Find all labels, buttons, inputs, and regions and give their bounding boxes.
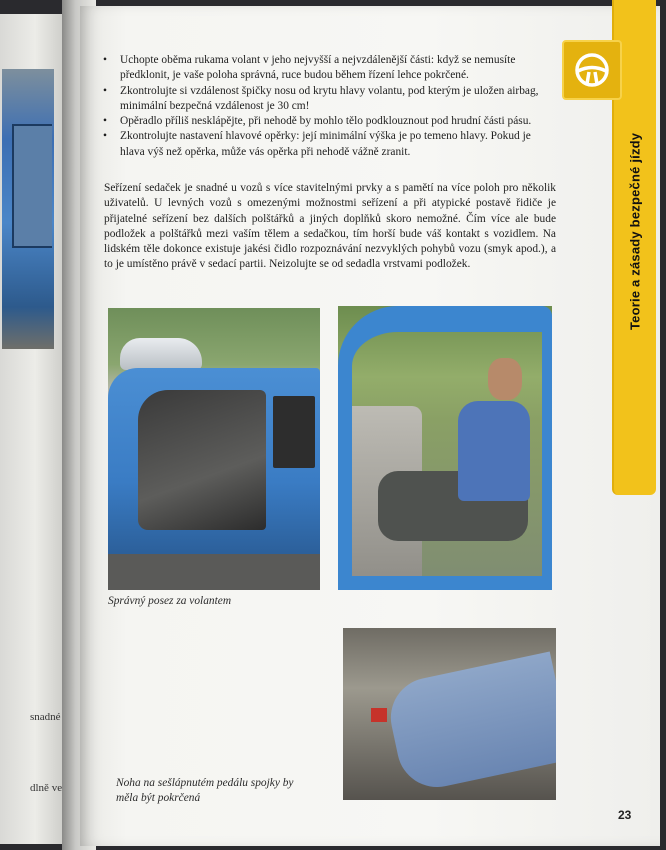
list-item: • Opěradlo příliš nesklápějte, při nehodě by mohlo tělo podklouznout pod hrudní části pásu. [116,114,556,129]
previous-page-text-fragment: dlně ve [30,782,63,794]
photo-clutch-pedal [343,628,556,800]
tips-list [116,53,556,160]
photo-caption: Noha na sešlápnutém pedálu spojky by [116,777,294,789]
photo-caption: měla být pokrčená [116,792,201,804]
previous-page-photo [2,69,54,349]
steering-wheel-icon [562,40,622,100]
list-item: • Zkontrolujte nastavení hlavové opěrky: její minimální výška je po temeno hlavy. Pokud je hlava výš než opěrka, může vás opěrka při nehodě vážně zranit. [116,129,556,160]
body-paragraph: Seřízení sedaček je snadné u vozů s více stavitelnými prvky a s pamětí na více poloh pro několik uživatelů. U levných vozů s omezenými možnostmi seřízení a při atypické postavě řidiče je přijatelné seřízení bez dalších polštářků a jiných doplňků skoro nemožné. Čím více ale bude podložek a polštářků mezi vaším tělem a sedačkou, tím horší bude váš kontakt s vozidlem. Na lidském těle dokonce existuje jakési čidlo rozpoznávání nezvyklých pohybů vozu (smyk apod.), a to je umístěno právě v sedací partii. Neizolujte se od sedadla vrstvami podložek. [104,182,556,271]
photo-car-side-view [108,308,320,590]
section-title: Teorie a zásady bezpečné jízdy [627,132,643,330]
photo-caption: Správný posez za volantem [108,595,232,607]
page-number: 23 [618,808,632,822]
photo-driver-seated [338,306,552,590]
previous-page-text-fragment: snadné [30,711,61,723]
list-item: • Uchopte oběma rukama volant v jeho nejvyšší a nejvzdálenější části: když se nemusíte předklonit, je vaše poloha správná, ruce budou během řízení lehce pokrčené. [116,53,556,84]
list-item: • Zkontrolujte si vzdálenost špičky nosu od krytu hlavy volantu, pod kterým je uložen airbag, minimální bezpečná vzdálenost je 30 cm! [116,84,556,115]
